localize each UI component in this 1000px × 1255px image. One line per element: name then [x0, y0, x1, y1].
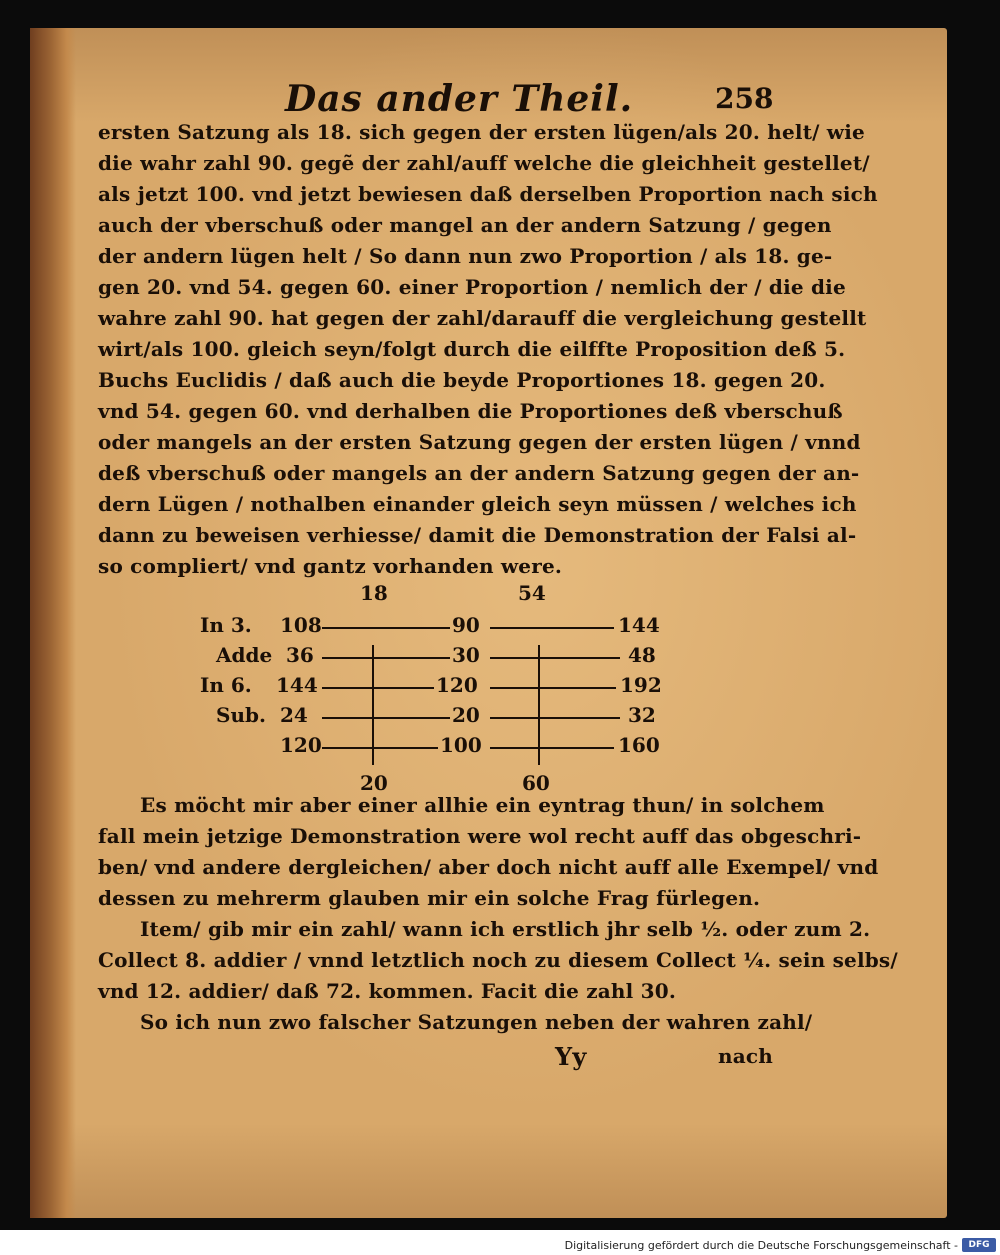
text-line: der andern lügen helt / So dann nun zwo Proportion / als 18. ge-	[98, 244, 833, 268]
row-label: In 3.	[200, 613, 252, 637]
page-number: 258	[715, 82, 774, 115]
table-rule	[490, 687, 616, 689]
text-line: Buchs Euclidis / daß auch die beyde Proportiones 18. gegen 20.	[98, 368, 826, 392]
text-line: Item/ gib mir ein zahl/ wann ich erstlich jhr selb ½. oder zum 2.	[140, 917, 871, 941]
page-gutter-shadow	[30, 28, 76, 1218]
row-left-value: 24	[280, 703, 308, 727]
row-mid-value: 20	[452, 703, 480, 727]
table-bottom-right: 60	[522, 771, 550, 795]
text-line: dern Lügen / nothalben einander gleich seyn müssen / welches ich	[98, 492, 857, 516]
text-line: gen 20. vnd 54. gegen 60. einer Proportion / nemlich der / die die	[98, 275, 846, 299]
text-line: So ich nun zwo falscher Satzungen neben der wahren zahl/	[140, 1010, 813, 1034]
text-line: dessen zu mehrerm glauben mir ein solche Frag fürlegen.	[98, 886, 761, 910]
text-line: als jetzt 100. vnd jetzt bewiesen daß derselben Proportion nach sich	[98, 182, 878, 206]
table-top-right: 54	[518, 581, 546, 605]
table-rule	[322, 687, 434, 689]
text-line: deß vberschuß oder mangels an der andern Satzung gegen der an-	[98, 461, 860, 485]
row-right-value: 32	[628, 703, 656, 727]
table-divider	[372, 645, 374, 765]
row-left-value: 36	[286, 643, 314, 667]
text-line: ersten Satzung als 18. sich gegen der ersten lügen/als 20. helt/ wie	[98, 120, 865, 144]
row-label: Adde	[216, 643, 273, 667]
row-right-value: 48	[628, 643, 656, 667]
table-rule	[322, 747, 438, 749]
row-right-value: 160	[618, 733, 660, 757]
page-header	[285, 78, 925, 126]
row-left-value: 120	[280, 733, 322, 757]
text-line: vnd 12. addier/ daß 72. kommen. Facit die zahl 30.	[98, 979, 677, 1003]
text-line: vnd 54. gegen 60. vnd derhalben die Proportiones deß vberschuß	[98, 399, 843, 423]
text-line: dann zu beweisen verhiesse/ damit die Demonstration der Falsi al-	[98, 523, 857, 547]
catchword: nach	[718, 1044, 774, 1068]
row-mid-value: 30	[452, 643, 480, 667]
text-line: fall mein jetzige Demonstration were wol recht auff das obgeschri-	[98, 824, 862, 848]
row-left-value: 108	[280, 613, 322, 637]
table-rule	[322, 717, 450, 719]
table-divider	[538, 645, 540, 765]
table-rule	[490, 657, 620, 659]
text-line: so compliert/ vnd gantz vorhanden were.	[98, 554, 563, 578]
row-right-value: 192	[620, 673, 662, 697]
table-rule	[490, 627, 614, 629]
row-label: Sub.	[216, 703, 266, 727]
row-mid-value: 120	[436, 673, 478, 697]
footer-bar	[0, 1236, 1000, 1255]
text-line: Collect 8. addier / vnnd letztlich noch zu diesem Collect ¼. sein selbs/	[98, 948, 898, 972]
running-title: Das ander Theil.	[285, 78, 634, 120]
text-line: ben/ vnd andere dergleichen/ aber doch nicht auff alle Exempel/ vnd	[98, 855, 879, 879]
text-line: wirt/als 100. gleich seyn/folgt durch die eilffte Proposition deß 5.	[98, 337, 846, 361]
text-line: wahre zahl 90. hat gegen der zahl/darauff die vergleichung gestellt	[98, 306, 867, 330]
signature-mark: Yy	[555, 1042, 587, 1071]
row-mid-value: 100	[440, 733, 482, 757]
book-page	[30, 28, 947, 1218]
text-line: Es möcht mir aber einer allhie ein eyntrag thun/ in solchem	[140, 793, 825, 817]
table-bottom-left: 20	[360, 771, 388, 795]
table-rule	[322, 657, 450, 659]
table-rule	[490, 747, 614, 749]
text-line: die wahr zahl 90. gegẽ der zahl/auff welche die gleichheit gestellet/	[98, 151, 870, 175]
dfg-logo: DFG	[962, 1238, 996, 1252]
row-mid-value: 90	[452, 613, 480, 637]
row-right-value: 144	[618, 613, 660, 637]
table-top-left: 18	[360, 581, 388, 605]
funding-credit: Digitalisierung gefördert durch die Deutsche Forschungsgemeinschaft -	[564, 1239, 958, 1252]
table-rule	[490, 717, 620, 719]
row-left-value: 144	[276, 673, 318, 697]
table-rule	[322, 627, 450, 629]
text-line: oder mangels an der ersten Satzung gegen der ersten lügen / vnnd	[98, 430, 861, 454]
row-label: In 6.	[200, 673, 252, 697]
text-line: auch der vberschuß oder mangel an der andern Satzung / gegen	[98, 213, 832, 237]
falsi-calculation-table	[200, 581, 680, 823]
